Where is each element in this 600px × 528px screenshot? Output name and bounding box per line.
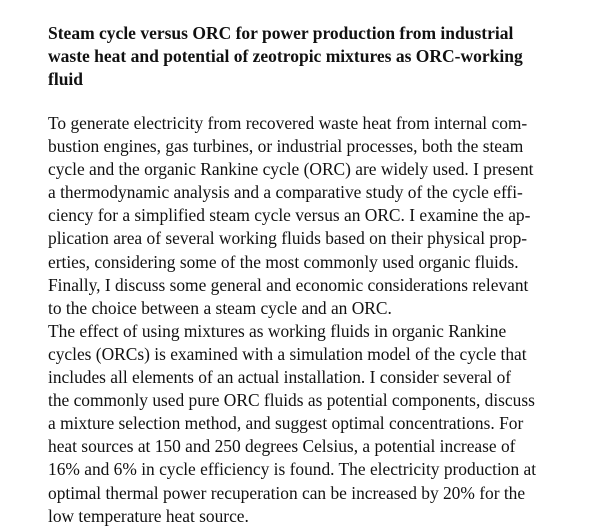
abstract-line: cycle and the organic Rankine cycle (ORC) are widely used. I present [48, 159, 534, 180]
abstract-line: a mixture selection method, and suggest optimal concentrations. For [48, 413, 524, 434]
abstract-line: cycles (ORCs) is examined with a simulation model of the cycle that [48, 343, 527, 364]
abstract-line: optimal thermal power recuperation can be increased by 20% for the [48, 482, 526, 503]
abstract-line: to the choice between a steam cycle and an ORC. [48, 297, 392, 318]
abstract-line: To generate electricity from recovered waste heat from internal com- [48, 113, 528, 133]
abstract-body [48, 112, 556, 528]
abstract-line: plication area of several working fluids based on their physical prop- [48, 228, 528, 249]
abstract-line: The effect of using mixtures as working fluids in organic Rankine [48, 320, 507, 341]
abstract-line: low temperature heat source. [48, 505, 249, 526]
document-page [48, 22, 556, 528]
abstract-line: a thermodynamic analysis and a comparative study of the cycle effi- [48, 182, 523, 203]
abstract-line: Finally, I discuss some general and economic considerations relevant [48, 274, 529, 295]
abstract-line: 16% and 6% in cycle efficiency is found. The electricity production at [48, 459, 537, 480]
document-title: Steam cycle versus ORC for power production from industrial waste heat and potential of zeotropic mixtures as ORC-working fluid [48, 23, 523, 89]
abstract-line: ciency for a simplified steam cycle versus an ORC. I examine the ap- [48, 205, 531, 226]
abstract-line: heat sources at 150 and 250 degrees Celsius, a potential increase of [48, 436, 516, 457]
abstract-line: the commonly used pure ORC fluids as potential components, discuss [48, 390, 535, 411]
abstract-line: includes all elements of an actual installation. I consider several of [48, 367, 512, 388]
abstract-line: bustion engines, gas turbines, or industrial processes, both the steam [48, 136, 524, 157]
abstract-line: erties, considering some of the most commonly used organic fluids. [48, 251, 519, 272]
